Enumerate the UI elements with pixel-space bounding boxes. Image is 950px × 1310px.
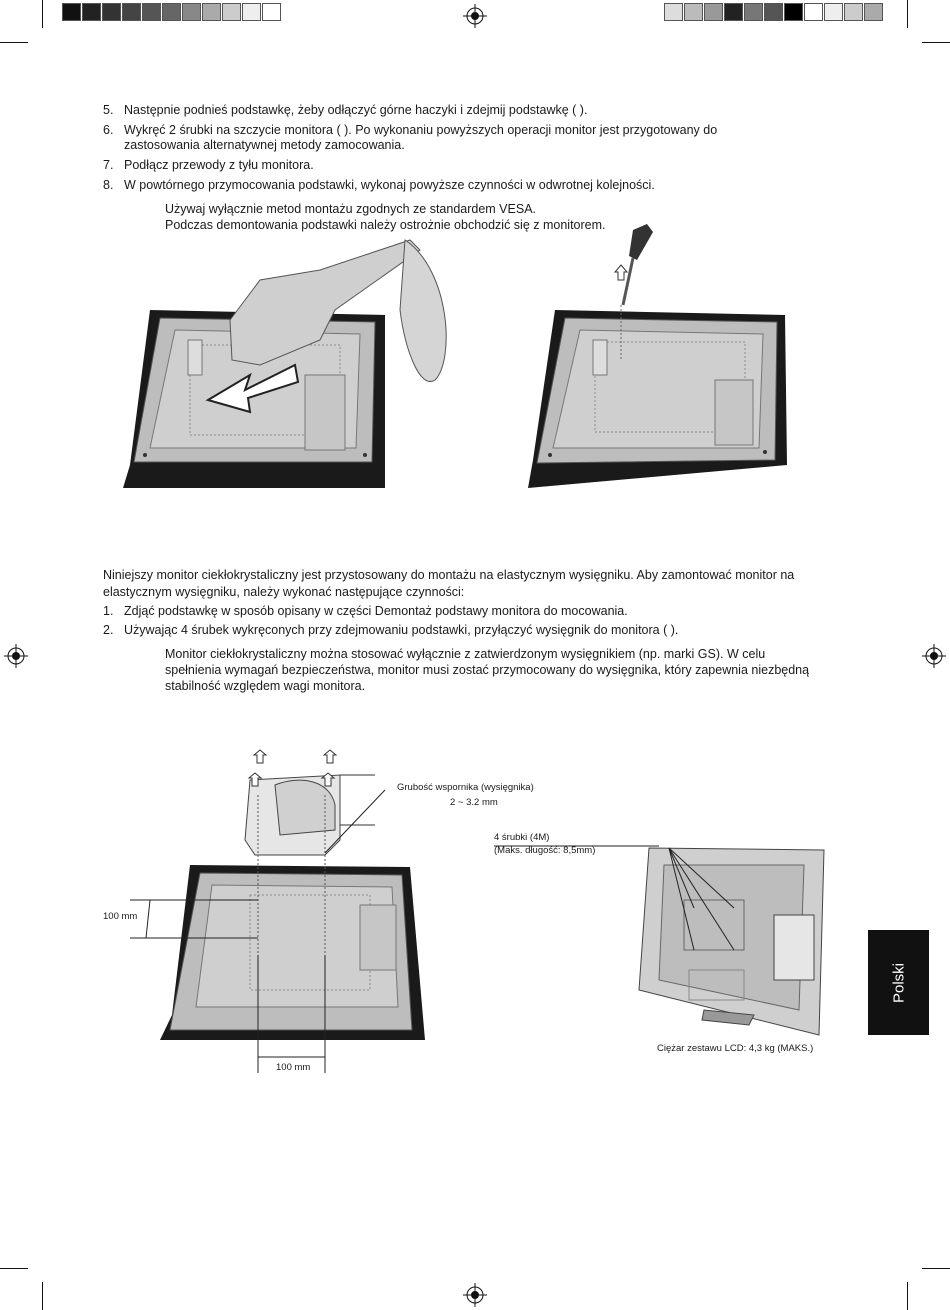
screws-label: 4 śrubki (4M) xyxy=(494,832,550,843)
note-text: spełnienia wymagań bezpieczeństwa, monitor musi zostać przymocowany do wysięgnika, który zapewnia niezbędną xyxy=(165,663,810,677)
color-swatch xyxy=(684,3,703,21)
color-swatch xyxy=(804,3,823,21)
language-tab xyxy=(868,930,929,1035)
color-swatch xyxy=(864,3,883,21)
crop-mark xyxy=(0,1268,28,1269)
arm-mount-illustration xyxy=(100,745,430,1075)
color-swatch xyxy=(102,3,121,21)
step-text: Zdjąć podstawkę w sposób opisany w części Demontaż podstawy monitora do mocowania. xyxy=(124,604,628,618)
color-swatch xyxy=(202,3,221,21)
dimension-horizontal-label: 100 mm xyxy=(276,1062,311,1073)
color-swatch xyxy=(664,3,683,21)
color-swatch xyxy=(784,3,803,21)
color-swatch xyxy=(242,3,261,21)
registration-mark-icon xyxy=(922,644,946,668)
intro-text: Niniejszy monitor ciekłokrystaliczny jest przystosowany do montażu na elastycznym wysięgniku. Aby zamontować monitor na xyxy=(103,568,795,582)
crop-mark xyxy=(42,0,43,28)
step-text: Wykręć 2 śrubki na szczycie monitora ( ). Po wykonaniu powyższych operacji monitor jest przygotowany do xyxy=(124,123,718,137)
step-text: W powtórnego przymocowania podstawki, wykonaj powyższe czynności w odwrotnej kolejności. xyxy=(124,178,655,192)
step-number: 2. xyxy=(103,623,114,637)
step-text: zastosowania alternatywnej metody zamocowania. xyxy=(124,138,405,152)
crop-mark xyxy=(42,1282,43,1310)
step-text: Podłącz przewody z tyłu monitora. xyxy=(124,158,314,172)
color-swatch xyxy=(704,3,723,21)
crop-mark xyxy=(922,42,950,43)
crop-mark xyxy=(922,1268,950,1269)
bracket-thickness-label: Grubość wspornika (wysięgnika) xyxy=(397,782,534,793)
bracket-range-label: 2 ~ 3.2 mm xyxy=(450,797,498,808)
color-swatch xyxy=(162,3,181,21)
step-number: 8. xyxy=(103,178,114,192)
dimension-vertical-label: 100 mm xyxy=(103,911,138,922)
note-text: Używaj wyłącznie metod montażu zgodnych ze standardem VESA. xyxy=(165,202,537,216)
language-tab-label: Polski xyxy=(890,962,907,1003)
color-swatch xyxy=(222,3,241,21)
color-swatch xyxy=(824,3,843,21)
registration-mark-icon xyxy=(463,4,487,28)
step-number: 6. xyxy=(103,123,114,137)
color-swatch xyxy=(744,3,763,21)
crop-mark xyxy=(907,0,908,28)
crop-mark xyxy=(0,42,28,43)
step-number: 7. xyxy=(103,158,114,172)
note-text: Monitor ciekłokrystaliczny można stosować wyłącznie z zatwierdzonym wysięgnikiem (np. marki GS). W celu xyxy=(165,647,766,661)
registration-mark-icon xyxy=(4,644,28,668)
note-text: Podczas demontowania podstawki należy ostrożnie obchodzić się z monitorem. xyxy=(165,218,606,232)
registration-mark-icon xyxy=(463,1283,487,1307)
color-swatch xyxy=(262,3,281,21)
weight-label: Ciężar zestawu LCD: 4,3 kg (MAKS.) xyxy=(657,1043,814,1054)
color-swatch xyxy=(122,3,141,21)
screw-removal-illustration xyxy=(525,220,795,492)
crop-mark xyxy=(907,1282,908,1310)
color-swatch xyxy=(182,3,201,21)
color-swatch xyxy=(724,3,743,21)
step-number: 5. xyxy=(103,103,114,117)
monitor-back-illustration xyxy=(494,840,834,1040)
color-swatch xyxy=(844,3,863,21)
intro-text: elastycznym wysięgniku, należy wykonać następujące czynności: xyxy=(103,585,465,599)
screws-length-label: (Maks. długość: 8,5mm) xyxy=(494,845,596,856)
color-swatch xyxy=(82,3,101,21)
stand-removal-illustration xyxy=(120,230,460,492)
color-swatch xyxy=(62,3,81,21)
color-swatch xyxy=(764,3,783,21)
step-text: Następnie podnieś podstawkę, żeby odłączyć górne haczyki i zdejmij podstawkę ( ). xyxy=(124,103,588,117)
color-swatch xyxy=(142,3,161,21)
step-text: Używając 4 śrubek wykręconych przy zdejmowaniu podstawki, przyłączyć wysięgnik do monitora ( ). xyxy=(124,623,679,637)
note-text: stabilność względem wagi monitora. xyxy=(165,679,366,693)
step-number: 1. xyxy=(103,604,114,618)
